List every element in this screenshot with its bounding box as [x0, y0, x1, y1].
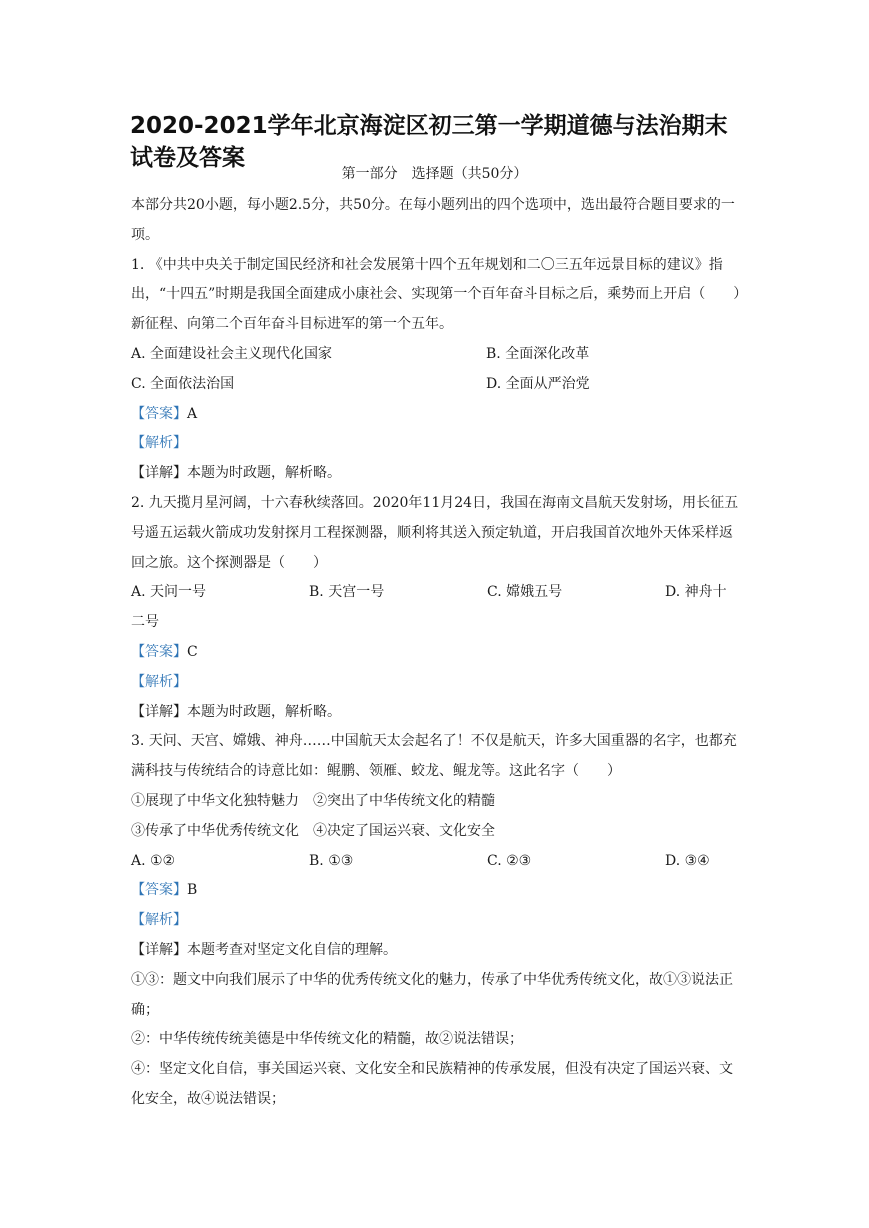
q1-option-b: B. 全面深化改革: [486, 345, 590, 362]
q1-detail: 【详解】本题为时政题，解析略。: [131, 465, 341, 482]
q3-statements-1: ①展现了中华文化独特魅力 ②突出了中华传统文化的精髓: [131, 792, 495, 809]
q2-detail: 【详解】本题为时政题，解析略。: [131, 703, 341, 720]
q1-option-a: A. 全面建设社会主义现代化国家: [131, 345, 333, 362]
q1-options-row-1: [131, 340, 741, 370]
q1-answer: [131, 400, 741, 430]
q1-options-row-2: [131, 370, 741, 400]
section-heading: 第一部分 选择题（共50分）: [341, 166, 528, 182]
q2-answer: [131, 638, 741, 668]
q2-option-a: A. 天问一号: [131, 584, 207, 601]
q1-option-d: D. 全面从严治党: [486, 375, 590, 392]
q3-option-d: D. ③④: [665, 852, 710, 869]
q2-analysis-label: 【解析】: [131, 673, 187, 690]
q2-option-b: B. 天宫一号: [309, 584, 385, 601]
q1-stem: 1. 《中共中央关于制定国民经济和社会发展第十四个五年规划和二〇三五年远景目标的建议》指出，“十四五”时期是我国全面建成小康社会、实现第一个百年奋斗目标之后，乘势而上开启（ ）新征程、向第二个百年奋斗目标进军的第一个五年。: [131, 256, 741, 333]
intro-paragraph: 本部分共20小题，每小题2.5分，共50分。在每小题列出的四个选项中，选出最符合题目要求的一项。: [131, 197, 735, 243]
q2-stem: 2. 九天揽月星河阔，十六春秋续落回。2020年11月24日，我国在海南文昌航天发射场，用长征五号遥五运载火箭成功发射探月工程探测器，顺利将其送入预定轨道，开启我国首次地外天体采样返回之旅。这个探测器是（ ）: [131, 494, 739, 571]
answer-label: 【答案】: [131, 405, 187, 422]
answer-label: 【答案】: [131, 643, 187, 660]
q3-option-b: B. ①③: [309, 852, 354, 869]
q3-answer: [131, 876, 741, 906]
q1-analysis-label: 【解析】: [131, 435, 187, 452]
document-body: [131, 191, 741, 1115]
q2-answer-value: C: [187, 643, 198, 660]
q3-statements-2: ③传承了中华优秀传统文化 ④决定了国运兴衰、文化安全: [131, 822, 495, 839]
q2-option-d-wrap: 二号: [131, 614, 159, 631]
q2-option-d: D. 神舟十: [665, 584, 727, 601]
q3-analysis-label: 【解析】: [131, 912, 187, 929]
q1-option-c: C. 全面依法治国: [131, 375, 235, 392]
document-title: 2020-2021学年北京海淀区初三第一学期道德与法治期末试卷及答案: [130, 113, 728, 171]
q3-explanation-2: ②：中华传统传统美德是中华传统文化的精髓，故②说法错误；: [131, 1031, 523, 1048]
q3-answer-value: B: [187, 882, 198, 899]
answer-label: 【答案】: [131, 882, 187, 899]
q2-options-row: [131, 578, 741, 608]
q3-explanation-3: ④：坚定文化自信，事关国运兴衰、文化安全和民族精神的传承发展，但没有决定了国运兴衰、文化安全，故④说法错误；: [131, 1061, 733, 1107]
q3-option-c: C. ②③: [487, 852, 532, 869]
q3-detail: 【详解】本题考查对坚定文化自信的理解。: [131, 941, 397, 958]
q3-explanation-1: ①③：题文中向我们展示了中华的优秀传统文化的魅力，传承了中华优秀传统文化，故①③说法正确；: [131, 971, 733, 1018]
q3-option-a: A. ①②: [131, 852, 176, 869]
q3-stem: 3. 天问、天宫、嫦娥、神舟……中国航天太会起名了！不仅是航天，许多大国重器的名字，也都充满科技与传统结合的诗意比如：鲲鹏、领雁、蛟龙、鲲龙等。这此名字（ ）: [131, 733, 737, 780]
q2-option-c: C. 嫦娥五号: [487, 584, 563, 601]
q3-options-row: [131, 847, 741, 877]
q1-answer-value: A: [187, 405, 198, 422]
